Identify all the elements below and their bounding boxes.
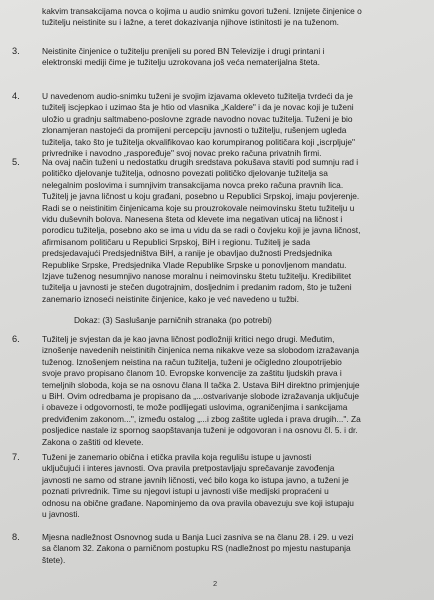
item-number: 8. xyxy=(12,532,20,542)
text-line: posljedice nastale iz spornog saopštavanja tuženi je odgovoran i na osnovu čl. 5. i dr. xyxy=(42,425,358,436)
text-line: predviđenim zakonom...", između ostalog „...i zbog zaštite ugleda i prava drugih...". Za xyxy=(42,413,361,424)
text-line: nelegalnim poslovima i sumnjivim transakcijama novca preko računa pravnih lica. xyxy=(42,179,344,190)
text-line: elektronski mediji čime je tužitelju uzrokovana još veća nematerijalna šteta. xyxy=(42,57,320,68)
page-number: 2 xyxy=(213,579,218,588)
text-line: Republike Srpske, Predsjednika Vlade Republike Srpske u ponovljenom mandatu. xyxy=(42,259,347,270)
text-line: tužitelja u javnosti je stečen dugotrajnim, dosljednim i predanim radom, što je tuženi xyxy=(42,282,352,293)
text-line: vidu duševnih bolova. Nanesena šteta od klevete ima negativan uticaj na ličnost i xyxy=(42,214,343,225)
item-number: 5. xyxy=(12,157,20,167)
text-line: Zakona o zaštiti od klevete. xyxy=(42,436,144,447)
text-line: i obaveze i odgovornosti, te može podlijegati uslovima, ograničenjima i sankcijama xyxy=(42,402,348,413)
text-line: iznošenje navedenih neistinitih činjenica nema nikakve veze sa slobodom izražavanja xyxy=(42,345,360,356)
text-line: afirmisanom političaru u Republici Srpskoj, BiH i regionu. Tužitelj je sada xyxy=(42,236,311,247)
text-line: Na ovaj način tuženi u nedostatku drugih sredstava pokušava staviti pod sumnju rad i xyxy=(42,157,359,167)
text-line: štete). xyxy=(42,554,66,565)
item-text xyxy=(42,91,400,159)
text-line: privrednike i navodno „raspoređuje" svoj novac preko računa privatnih firmi. xyxy=(42,148,322,159)
text-line: uložio u gradnju saltmabeno-poslovne zgrade navodno novac tužitelja. Tuženi je bio xyxy=(42,113,353,124)
text-line: temeljnih sloboda, koja se na osnovu člana II tačka 2. Ustava BiH direktno primjenjuje xyxy=(42,379,360,390)
text-line: svoje pravo propisano članom 10. Evropske konvencije za zaštitu ljudskih prava i xyxy=(42,368,342,379)
text-line: političko djelovanje tužitelja, odnosno povezati političko djelovanje tužitelja sa xyxy=(42,168,328,179)
text-line: Tužitelj je svjestan da je kao javna ličnost podložniji kritici nego drugi. Međutim, xyxy=(42,334,335,344)
item-text xyxy=(42,452,400,520)
text-line: predsjedavajući Predsjedništva BiH, a ranije je obavljao dužnosti Predsjednika xyxy=(42,248,333,259)
item-text xyxy=(42,532,400,566)
text-line: odnosu na obične građane. Napominjemo da ova pravila obavezuju sve koji istupaju xyxy=(42,497,354,508)
text-line: u javnosti. xyxy=(42,509,80,520)
text-line: tuženog. Iznošenjem neistina na račun tužitelja, tuženi je očigledno zloupotrijebio xyxy=(42,356,342,367)
item-number: 3. xyxy=(12,46,20,56)
text-line: zlonamjeran nastojeći da promijeni percepciju javnosti o tužitelju, rušenjem ugleda xyxy=(42,125,347,136)
intro-text xyxy=(42,6,400,29)
text-line: tužitelja, tako što je tužitelja okvalifikovao kao korumpiranog političara koji „iscrpljuje" xyxy=(42,136,355,147)
text-line: tužitelj iscjepkao i uzimao šta je htio od vlasnika „Kaldere" i da je novac koji je tuženi xyxy=(42,102,354,113)
text-line: zanemario iznoseći neistinite činjenice, kako je već navedeno u tužbi. xyxy=(42,293,299,304)
item-number: 6. xyxy=(12,334,20,344)
item-number: 4. xyxy=(12,91,20,101)
text-line: u BiH. Ovim odredbama je propisano da „...ostvarivanje slobode izražavanja uključuje xyxy=(42,391,360,402)
text-line: Mjesna nadležnost Osnovnog suda u Banja Luci zasniva se na članu 28. i 29. u vezi xyxy=(42,532,354,542)
text-line: porodicu tužitelja, posebno ako se ima u vidu da se radi o čovjeku koji je javna ličnost, xyxy=(42,225,361,236)
item-text xyxy=(42,334,400,448)
text-line: Tužitelj je javna ličnost u koju građani, posebno u Republici Srpskoj, imaju povjerenje. xyxy=(42,191,360,202)
text-line: uključujući i interes javnosti. Ova pravila pretpostavljaju sprečavanje zavođenja xyxy=(42,463,335,474)
text-line: Radi se o neistinitim činjenicama koje su prouzrokovale neimovinsku štetu tužitelju u xyxy=(42,202,355,213)
item-number: 7. xyxy=(12,452,20,462)
text-line: Neistinite činjenice o tužitelju prenijeli su pored BN Televizije i drugi printani i xyxy=(42,46,325,56)
text-line: sa članom 32. Zakona o parničnom postupku RS (nadležnost po mjestu nastupanja xyxy=(42,543,351,554)
text-line: poznati privrednik. Time su njegovi istupi u javnosti više medijski propraćeni u xyxy=(42,486,329,497)
text-line: Izjave tuženog nesumnjivo nanose moralnu i neimovinsku štetu tužitelju. Kredibilitet xyxy=(42,271,352,282)
item-text xyxy=(42,46,400,69)
text-line: U navedenom audio-snimku tuženi je svojim izjavama okleveto tužitelja tvrdeći da je xyxy=(42,91,353,101)
text-line: javnosti ne samo od strane javnih ličnosti, već bilo koga ko istupa javno, a tuženi je xyxy=(42,474,349,485)
item-text xyxy=(42,157,400,305)
evidence-note: Dokaz: (3) Saslušanje parničnih stranaka (po potrebi) xyxy=(74,315,272,325)
text-line: Tuženi je zanemario obična i etička pravila koja regulišu istupe u javnosti xyxy=(42,452,312,462)
text-line: kakvim transakcijama novca o kojima u audio snimku govori tuženi. Iznijete činjenice o xyxy=(42,6,362,16)
text-line: tužitelju neistinite su i lažne, a teret dokazivanja njihove istinitosti je na tuženom. xyxy=(42,17,340,28)
